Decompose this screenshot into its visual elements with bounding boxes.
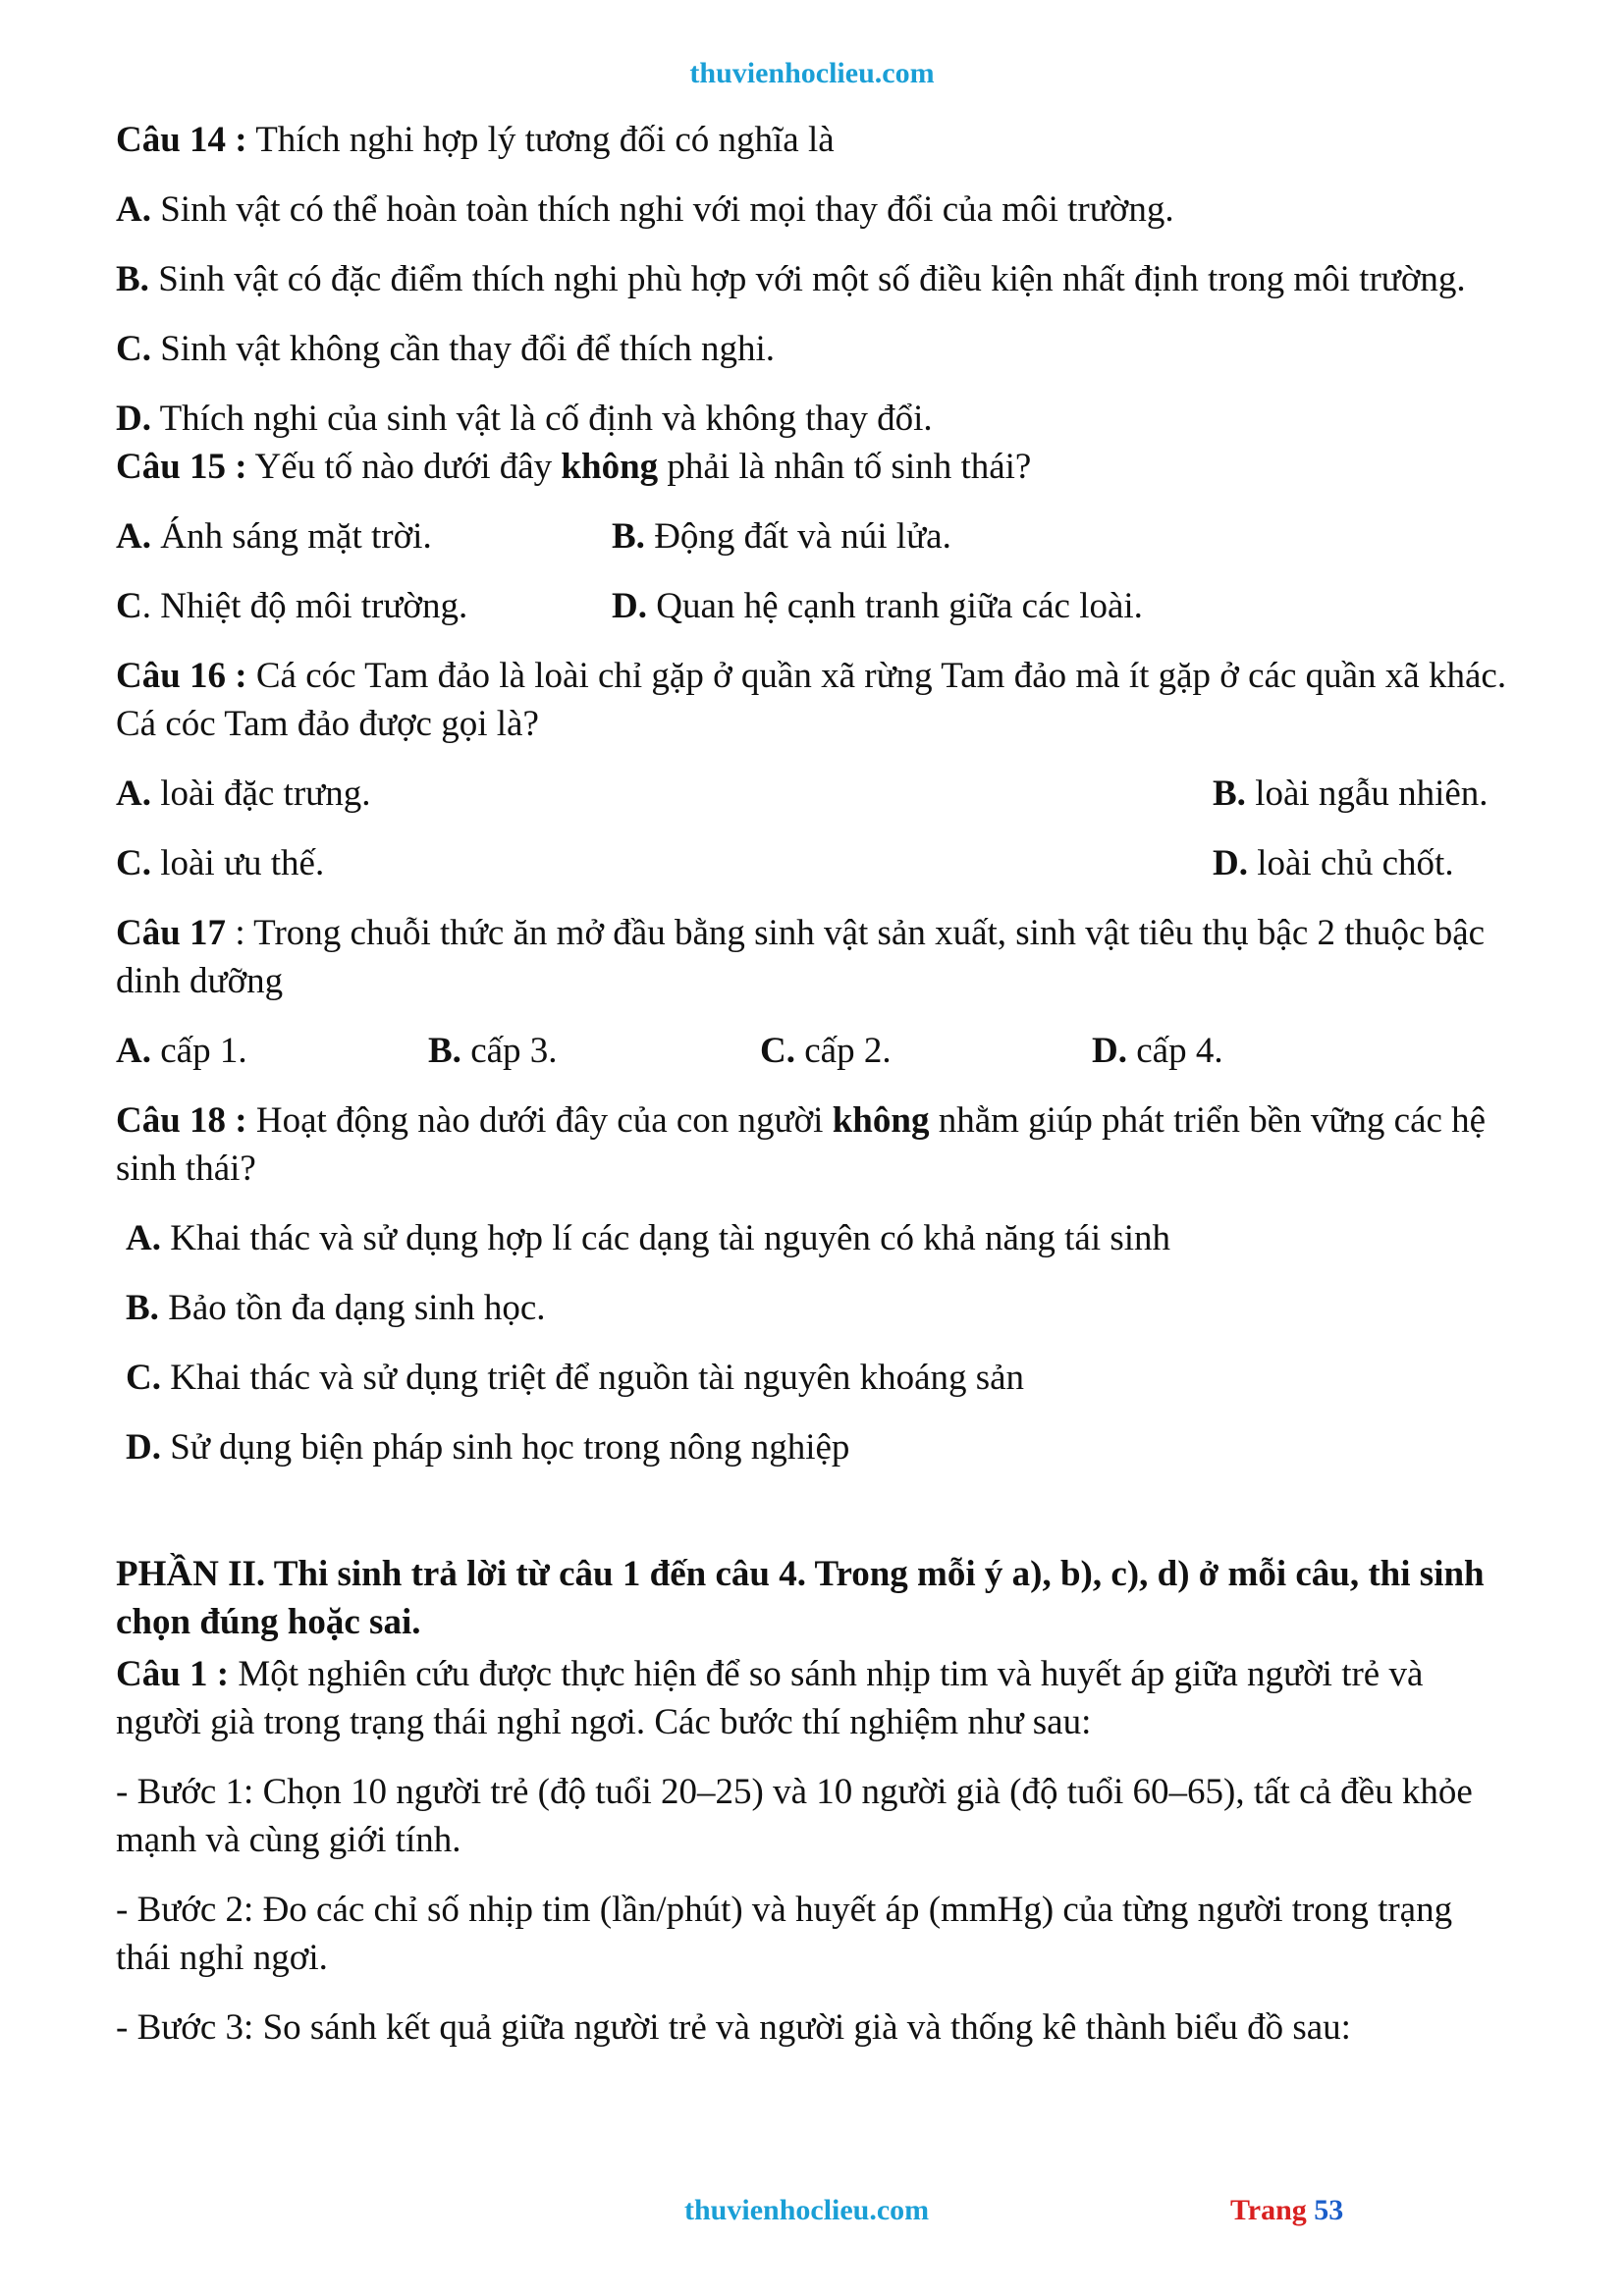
option-row [116, 770, 1510, 818]
option-row [116, 1027, 1510, 1075]
question-17: Câu 17 : Trong chuỗi thức ăn mở đầu bằng sinh vật sản xuất, sinh vật tiêu thụ bậc 2 thuộc bậc dinh dưỡng [116, 913, 1486, 1001]
footer-site-name: thuvienhoclieu.com [684, 2194, 930, 2226]
emphasis-word: không [561, 447, 659, 487]
option-c: C. Nhiệt độ môi trường. [116, 586, 468, 626]
question-14 [116, 116, 1510, 164]
option-d: D. cấp 4. [1092, 1031, 1223, 1071]
option-c: C. Khai thác và sử dụng triệt để nguồn tài nguyên khoáng sản [126, 1358, 1025, 1398]
option-b: B. Bảo tồn đa dạng sinh học. [126, 1288, 546, 1328]
option-a: A. loài đặc trưng. [116, 774, 371, 814]
option-b: B. cấp 3. [428, 1031, 558, 1071]
option-c: C. cấp 2. [760, 1031, 892, 1071]
question-label: Câu 14 : [116, 120, 247, 160]
question-text: Thích nghi hợp lý tương đối có nghĩa là [246, 120, 835, 160]
experiment-step-1: - Bước 1: Chọn 10 người trẻ (độ tuổi 20–25) và 10 người già (độ tuổi 60–65), tất cả đều khỏe mạnh và cùng giới tính. [116, 1772, 1473, 1860]
option-b: B. Sinh vật có đặc điểm thích nghi phù hợp với một số điều kiện nhất định trong môi trường. [116, 259, 1466, 299]
content [116, 116, 1510, 2073]
part2-question-1: Câu 1 : Một nghiên cứu được thực hiện để so sánh nhịp tim và huyết áp giữa người trẻ và người già trong trạng thái nghỉ ngơi. Các bước thí nghiệm như sau: [116, 1654, 1424, 1742]
option-d: D. Quan hệ cạnh tranh giữa các loài. [612, 586, 1143, 626]
option-a: A. Sinh vật có thể hoàn toàn thích nghi với mọi thay đổi của môi trường. [116, 189, 1174, 230]
page-footer [0, 2194, 1624, 2233]
question-18: Câu 18 : Hoạt động nào dưới đây của con người không nhằm giúp phát triển bền vững các hệ sinh thái? [116, 1100, 1487, 1189]
option-row [116, 839, 1510, 887]
experiment-step-3: - Bước 3: So sánh kết quả giữa người trẻ và người già và thống kê thành biểu đồ sau: [116, 2007, 1351, 2048]
experiment-step-2: - Bước 2: Đo các chỉ số nhịp tim (lần/phút) và huyết áp (mmHg) của từng người trong trạng thái nghỉ ngơi. [116, 1890, 1453, 1978]
question-15: Câu 15 : Yếu tố nào dưới đây không phải là nhân tố sinh thái? [116, 447, 1032, 487]
option-a: A. Khai thác và sử dụng hợp lí các dạng tài nguyên có khả năng tái sinh [126, 1218, 1171, 1258]
question-16: Câu 16 : Cá cóc Tam đảo là loài chỉ gặp ở quần xã rừng Tam đảo mà ít gặp ở các quần xã khác. Cá cóc Tam đảo được gọi là? [116, 656, 1507, 744]
option-b: B. loài ngẫu nhiên. [1213, 774, 1489, 814]
option-b: B. Động đất và núi lửa. [612, 516, 951, 557]
option-d: D. Sử dụng biện pháp sinh học trong nông nghiệp [126, 1427, 850, 1468]
option-d: D. loài chủ chốt. [1213, 843, 1454, 883]
option-a: A. cấp 1. [116, 1031, 247, 1071]
page-number: Trang 53 [1230, 2194, 1344, 2226]
section-heading: PHẦN II. Thi sinh trả lời từ câu 1 đến câu 4. Trong mỗi ý a), b), c), d) ở mỗi câu, thi sinh chọn đúng hoặc sai. [116, 1554, 1485, 1642]
header-site-name: thuvienhoclieu.com [689, 57, 935, 89]
option-d: D. Thích nghi của sinh vật là cố định và không thay đổi. [116, 399, 933, 439]
option-a: A. Ánh sáng mặt trời. [116, 516, 432, 557]
option-row [116, 512, 1510, 561]
option-row [116, 582, 1510, 630]
option-c: C. Sinh vật không cần thay đổi để thích nghi. [116, 329, 776, 369]
option-c: C. loài ưu thế. [116, 843, 325, 883]
emphasis-word: không [832, 1100, 930, 1141]
